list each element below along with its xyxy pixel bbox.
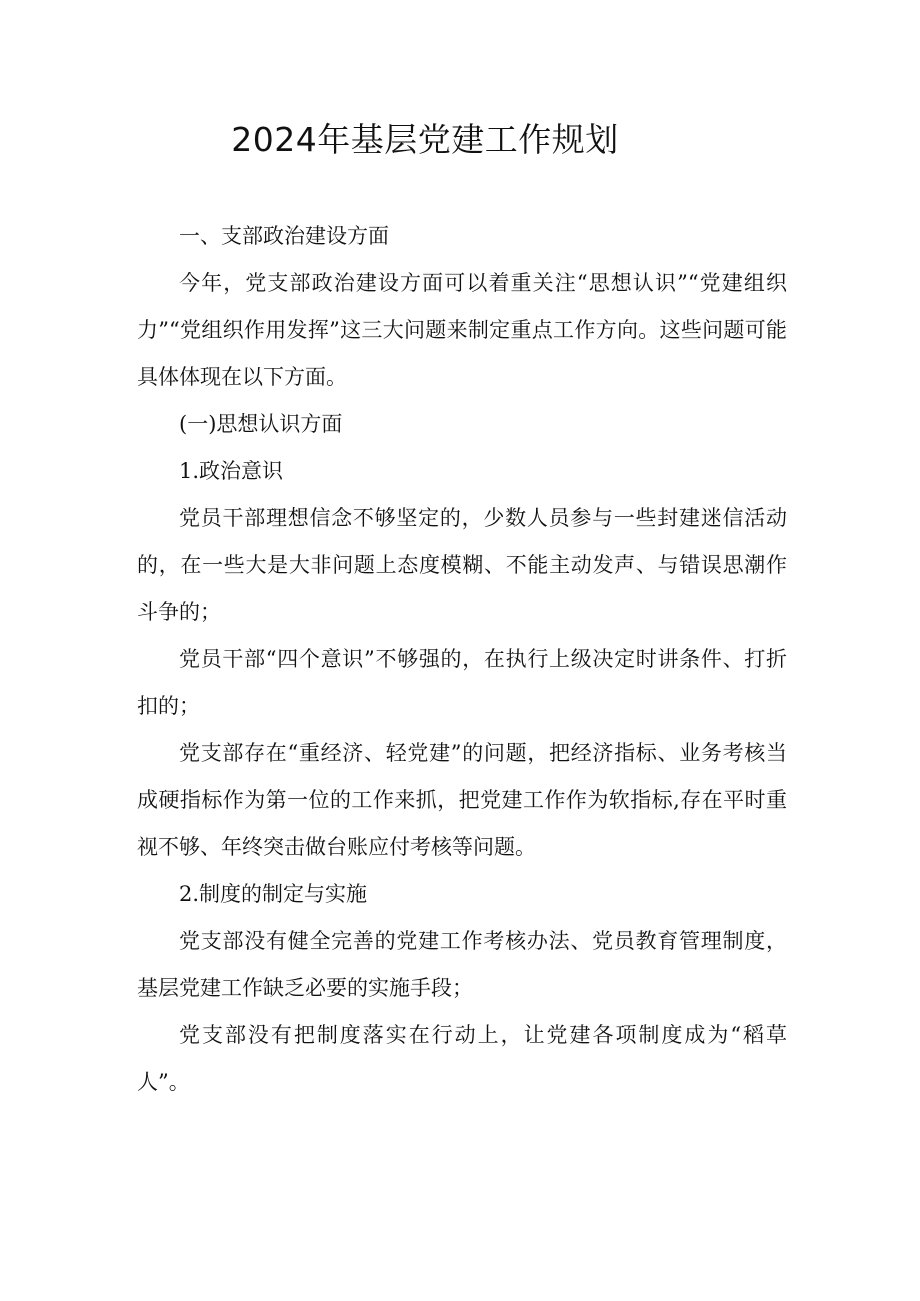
subsection-heading: (一)思想认识方面 <box>179 412 343 436</box>
body-paragraph: 党支部没有把制度落实在行动上，让党建各项制度成为“稻草人”。 <box>137 1023 787 1094</box>
section-heading: 一、支部政治建设方面 <box>179 224 389 248</box>
body-paragraph: 党支部存在“重经济、轻党建”的问题，把经济指标、业务考核当成硬指标作为第一位的工作来抓，把党建工作作为软指标,存在平时重视不够、年终突击做台账应付考核等问题。 <box>137 741 787 859</box>
document-body <box>137 213 787 1106</box>
body-paragraph: 今年，党支部政治建设方面可以着重关注“思想认识”“党建组织力”“党组织作用发挥”这三大问题来制定重点工作方向。这些问题可能具体体现在以下方面。 <box>137 271 787 389</box>
body-paragraph: 党员干部理想信念不够坚定的，少数人员参与一些封建迷信活动的，在一些大是大非问题上态度模糊、不能主动发声、与错误思潮作斗争的； <box>137 506 787 624</box>
document-title: 2024年基层党建工作规划 <box>231 120 619 159</box>
item-heading: 2.制度的制定与实施 <box>179 882 368 906</box>
body-paragraph: 党支部没有健全完善的党建工作考核办法、党员教育管理制度，基层党建工作缺乏必要的实施手段； <box>137 929 787 1000</box>
item-heading: 1.政治意识 <box>179 459 284 483</box>
body-paragraph: 党员干部“四个意识”不够强的，在执行上级决定时讲条件、打折扣的； <box>137 647 787 718</box>
